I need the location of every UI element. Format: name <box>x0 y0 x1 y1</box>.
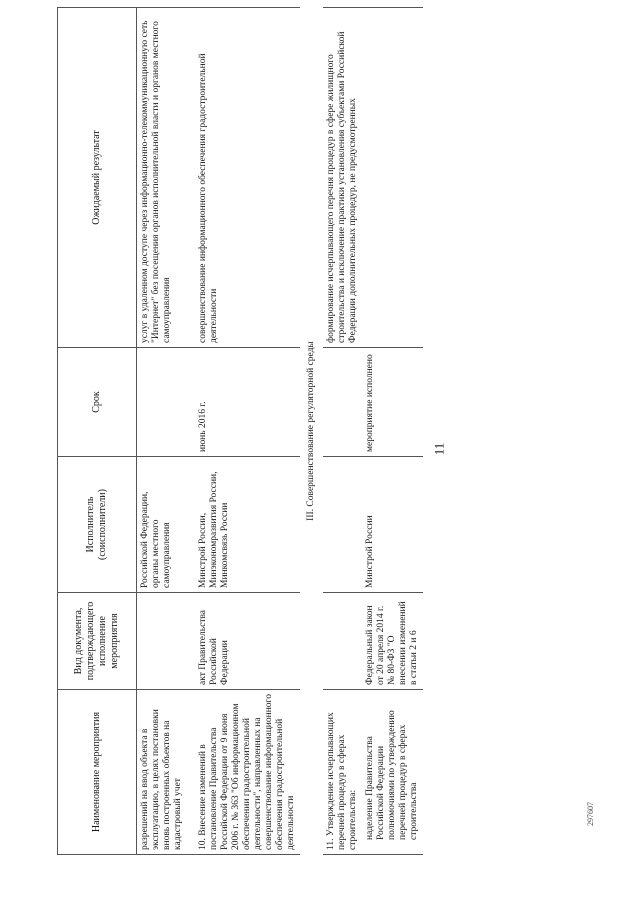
row-name: разрешений на ввод объекта в эксплуатацию, в целях постановки вновь построенных объектов на кадастровый учет <box>137 690 188 855</box>
row-name: 10. Внесение изменений в постановление Правительства Российской Федерации от 9 июня 2006 г. № 363 "Об информационном обеспечении градостроительной деятельности", направленных на совершенствование информационного обеспечения градостроительной деятельности <box>195 690 300 855</box>
table-row <box>323 8 362 855</box>
header-executor: Исполнитель (соисполнители) <box>58 457 137 593</box>
table-row <box>195 8 300 855</box>
row-deadline: мероприятие исполнено <box>362 348 423 457</box>
header-measure-name: Наименование мероприятия <box>58 690 137 855</box>
header-deadline: Срок <box>58 348 137 457</box>
rotated-table-sheet <box>57 20 555 855</box>
section-row <box>300 8 323 855</box>
footer-code: 297607 <box>586 802 595 826</box>
table-row <box>362 8 423 855</box>
page-number: 11 <box>431 442 447 456</box>
row-deadline: июнь 2016 г. <box>195 348 300 457</box>
row-result: совершенствование информационного обеспечения градостроительной деятельности <box>195 8 300 348</box>
row-executor: Минстрой России, Минэкономразвития России, Минкомсвязь России <box>195 457 300 593</box>
row-document: акт Правительства Российской Федерации <box>195 593 300 690</box>
row-sub-name: наделение Правительства Российской Федерации полномочиями по утверждению перечней процедур в сферах строительства <box>362 690 423 855</box>
row-deadline <box>137 348 188 457</box>
header-expected-result: Ожидаемый результат <box>58 8 137 348</box>
row-result: услуг в удаленном доступе через информационно-телекоммуникационную сеть "Интернет" без посещения органов исполнительной власти и органов местного самоуправления <box>137 8 188 348</box>
table-header-row <box>58 8 137 855</box>
row-executor: Российской Федерации, органы местного самоуправления <box>137 457 188 593</box>
section-title: III. Совершенствование регуляторной среды <box>306 341 316 521</box>
row-executor: Минстрой России <box>362 457 423 593</box>
header-document-type: Вид документа, подтверждающего исполнение мероприятия <box>58 593 137 690</box>
row-result: формирование исчерпывающего перечня процедур в сфере жилищного строительства и исключение практики установления субъектами Российской Федерации дополнительных процедур, не предусмотренных <box>323 8 362 348</box>
measures-table <box>57 7 423 855</box>
row-document <box>137 593 188 690</box>
row-document: Федеральный закон от 20 апреля 2014 г. № 80-ФЗ "О внесении изменений в статьи 2 и 6 <box>362 593 423 690</box>
row-name: 11. Утверждение исчерпывающих перечней процедур в сферах строительства: <box>323 690 362 855</box>
spacer-row <box>187 8 195 855</box>
table-row <box>137 8 188 855</box>
